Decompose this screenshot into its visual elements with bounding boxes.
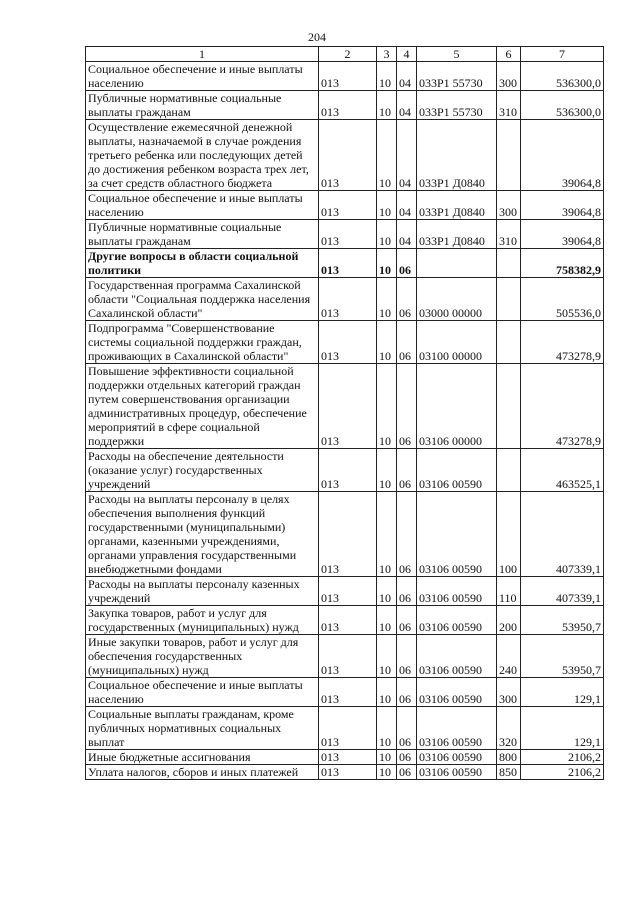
- section-code-cell: 10: [377, 120, 397, 191]
- table-row: [86, 678, 604, 707]
- ved-code-cell: 013: [319, 62, 377, 91]
- section-code-cell: 10: [377, 492, 397, 577]
- column-header: 4: [397, 47, 417, 62]
- row-name-cell: Расходы на выплаты персоналу в целях обеспечения выполнения функций государственными (муниципальными) органами, казенными учреждениями, органами управления государственными внебюджетными фондами: [86, 492, 319, 577]
- expense-type-cell: 240: [497, 635, 521, 678]
- table-header-row: [86, 47, 604, 62]
- ved-code-cell: 013: [319, 220, 377, 249]
- expense-type-cell: 200: [497, 606, 521, 635]
- ved-code-cell: 013: [319, 635, 377, 678]
- ved-code-cell: 013: [319, 606, 377, 635]
- row-name-cell: Социальное обеспечение и иные выплаты населению: [86, 62, 319, 91]
- target-article-cell: [417, 249, 497, 278]
- target-article-cell: 03106 00590: [417, 678, 497, 707]
- table-row: [86, 220, 604, 249]
- target-article-cell: 03106 00590: [417, 577, 497, 606]
- expense-type-cell: 310: [497, 91, 521, 120]
- target-article-cell: 03106 00590: [417, 606, 497, 635]
- table-row: [86, 635, 604, 678]
- table-row: [86, 449, 604, 492]
- expense-type-cell: 310: [497, 220, 521, 249]
- column-header: 7: [521, 47, 604, 62]
- column-header: 1: [86, 47, 319, 62]
- target-article-cell: 03106 00000: [417, 364, 497, 449]
- amount-cell: 2106,2: [521, 750, 604, 765]
- ved-code-cell: 013: [319, 120, 377, 191]
- section-code-cell: 10: [377, 321, 397, 364]
- amount-cell: 39064,8: [521, 220, 604, 249]
- amount-cell: 505536,0: [521, 278, 604, 321]
- ved-code-cell: 013: [319, 449, 377, 492]
- section-code-cell: 10: [377, 449, 397, 492]
- table-row: [86, 120, 604, 191]
- table-body: [86, 62, 604, 780]
- section-code-cell: 10: [377, 249, 397, 278]
- target-article-cell: 03106 00590: [417, 492, 497, 577]
- amount-cell: 2106,2: [521, 765, 604, 780]
- column-header: 3: [377, 47, 397, 62]
- expense-type-cell: 110: [497, 577, 521, 606]
- amount-cell: 407339,1: [521, 492, 604, 577]
- subsection-code-cell: 06: [397, 249, 417, 278]
- subsection-code-cell: 06: [397, 492, 417, 577]
- section-code-cell: 10: [377, 364, 397, 449]
- amount-cell: 407339,1: [521, 577, 604, 606]
- subsection-code-cell: 06: [397, 606, 417, 635]
- table-row: [86, 492, 604, 577]
- subsection-code-cell: 06: [397, 449, 417, 492]
- subsection-code-cell: 06: [397, 577, 417, 606]
- table-row: [86, 606, 604, 635]
- amount-cell: 129,1: [521, 678, 604, 707]
- subsection-code-cell: 06: [397, 321, 417, 364]
- amount-cell: 463525,1: [521, 449, 604, 492]
- section-code-cell: 10: [377, 707, 397, 750]
- expense-type-cell: 100: [497, 492, 521, 577]
- target-article-cell: 033Р1 55730: [417, 62, 497, 91]
- subsection-code-cell: 06: [397, 707, 417, 750]
- table-row: [86, 62, 604, 91]
- ved-code-cell: 013: [319, 191, 377, 220]
- row-name-cell: Расходы на выплаты персоналу казенных учреждений: [86, 577, 319, 606]
- row-name-cell: Расходы на обеспечение деятельности (оказание услуг) государственных учреждений: [86, 449, 319, 492]
- expense-type-cell: [497, 278, 521, 321]
- subsection-code-cell: 06: [397, 750, 417, 765]
- amount-cell: 53950,7: [521, 606, 604, 635]
- row-name-cell: Повышение эффективности социальной поддержки отдельных категорий граждан путем совершенствования организации административных процедур, обеспечение мероприятий в сфере социальной поддержки: [86, 364, 319, 449]
- row-name-cell: Публичные нормативные социальные выплаты гражданам: [86, 220, 319, 249]
- subsection-code-cell: 04: [397, 91, 417, 120]
- target-article-cell: 033Р1 55730: [417, 91, 497, 120]
- amount-cell: 53950,7: [521, 635, 604, 678]
- row-name-cell: Социальное обеспечение и иные выплаты населению: [86, 678, 319, 707]
- expense-type-cell: 320: [497, 707, 521, 750]
- amount-cell: 39064,8: [521, 120, 604, 191]
- section-code-cell: 10: [377, 606, 397, 635]
- ved-code-cell: 013: [319, 707, 377, 750]
- section-code-cell: 10: [377, 278, 397, 321]
- target-article-cell: 03100 00000: [417, 321, 497, 364]
- subsection-code-cell: 06: [397, 678, 417, 707]
- table-row: [86, 249, 604, 278]
- target-article-cell: 03000 00000: [417, 278, 497, 321]
- row-name-cell: Социальное обеспечение и иные выплаты населению: [86, 191, 319, 220]
- amount-cell: 536300,0: [521, 91, 604, 120]
- expense-type-cell: [497, 321, 521, 364]
- column-header: 2: [319, 47, 377, 62]
- section-code-cell: 10: [377, 678, 397, 707]
- column-header: 5: [417, 47, 497, 62]
- row-name-cell: Иные бюджетные ассигнования: [86, 750, 319, 765]
- ved-code-cell: 013: [319, 91, 377, 120]
- budget-table: [85, 46, 604, 780]
- expense-type-cell: 300: [497, 191, 521, 220]
- expense-type-cell: 850: [497, 765, 521, 780]
- target-article-cell: 03106 00590: [417, 765, 497, 780]
- row-name-cell: Другие вопросы в области социальной политики: [86, 249, 319, 278]
- expense-type-cell: 800: [497, 750, 521, 765]
- table-row: [86, 577, 604, 606]
- expense-type-cell: 300: [497, 678, 521, 707]
- amount-cell: 473278,9: [521, 364, 604, 449]
- target-article-cell: 033Р1 Д0840: [417, 120, 497, 191]
- expense-type-cell: [497, 120, 521, 191]
- subsection-code-cell: 06: [397, 364, 417, 449]
- expense-type-cell: [497, 249, 521, 278]
- ved-code-cell: 013: [319, 492, 377, 577]
- target-article-cell: 033Р1 Д0840: [417, 191, 497, 220]
- amount-cell: 758382,9: [521, 249, 604, 278]
- table-row: [86, 707, 604, 750]
- amount-cell: 536300,0: [521, 62, 604, 91]
- section-code-cell: 10: [377, 635, 397, 678]
- target-article-cell: 03106 00590: [417, 707, 497, 750]
- section-code-cell: 10: [377, 765, 397, 780]
- row-name-cell: Иные закупки товаров, работ и услуг для обеспечения государственных (муниципальных) нужд: [86, 635, 319, 678]
- ved-code-cell: 013: [319, 364, 377, 449]
- table-row: [86, 91, 604, 120]
- ved-code-cell: 013: [319, 249, 377, 278]
- section-code-cell: 10: [377, 220, 397, 249]
- table-row: [86, 750, 604, 765]
- section-code-cell: 10: [377, 191, 397, 220]
- subsection-code-cell: 04: [397, 120, 417, 191]
- row-name-cell: Уплата налогов, сборов и иных платежей: [86, 765, 319, 780]
- section-code-cell: 10: [377, 62, 397, 91]
- expense-type-cell: [497, 449, 521, 492]
- section-code-cell: 10: [377, 750, 397, 765]
- table-row: [86, 278, 604, 321]
- subsection-code-cell: 06: [397, 278, 417, 321]
- row-name-cell: Подпрограмма "Совершенствование системы социальной поддержки граждан, проживающих в Сахалинской области": [86, 321, 319, 364]
- table-row: [86, 765, 604, 780]
- target-article-cell: 03106 00590: [417, 635, 497, 678]
- section-code-cell: 10: [377, 91, 397, 120]
- expense-type-cell: 300: [497, 62, 521, 91]
- section-code-cell: 10: [377, 577, 397, 606]
- expense-type-cell: [497, 364, 521, 449]
- ved-code-cell: 013: [319, 321, 377, 364]
- column-header: 6: [497, 47, 521, 62]
- page-number: 204: [308, 30, 326, 44]
- ved-code-cell: 013: [319, 678, 377, 707]
- table-row: [86, 191, 604, 220]
- row-name-cell: Социальные выплаты гражданам, кроме публичных нормативных социальных выплат: [86, 707, 319, 750]
- ved-code-cell: 013: [319, 750, 377, 765]
- ved-code-cell: 013: [319, 765, 377, 780]
- subsection-code-cell: 06: [397, 635, 417, 678]
- amount-cell: 473278,9: [521, 321, 604, 364]
- subsection-code-cell: 04: [397, 220, 417, 249]
- ved-code-cell: 013: [319, 577, 377, 606]
- target-article-cell: 03106 00590: [417, 750, 497, 765]
- target-article-cell: 033Р1 Д0840: [417, 220, 497, 249]
- subsection-code-cell: 04: [397, 62, 417, 91]
- subsection-code-cell: 04: [397, 191, 417, 220]
- amount-cell: 39064,8: [521, 191, 604, 220]
- row-name-cell: Публичные нормативные социальные выплаты гражданам: [86, 91, 319, 120]
- table-row: [86, 321, 604, 364]
- ved-code-cell: 013: [319, 278, 377, 321]
- row-name-cell: Осуществление ежемесячной денежной выплаты, назначаемой в случае рождения третьего ребенка или последующих детей до достижения ребенком возраста трех лет, за счет средств областного бюджета: [86, 120, 319, 191]
- row-name-cell: Государственная программа Сахалинской области "Социальная поддержка населения Сахалинской области": [86, 278, 319, 321]
- subsection-code-cell: 06: [397, 765, 417, 780]
- target-article-cell: 03106 00590: [417, 449, 497, 492]
- table-row: [86, 364, 604, 449]
- row-name-cell: Закупка товаров, работ и услуг для государственных (муниципальных) нужд: [86, 606, 319, 635]
- amount-cell: 129,1: [521, 707, 604, 750]
